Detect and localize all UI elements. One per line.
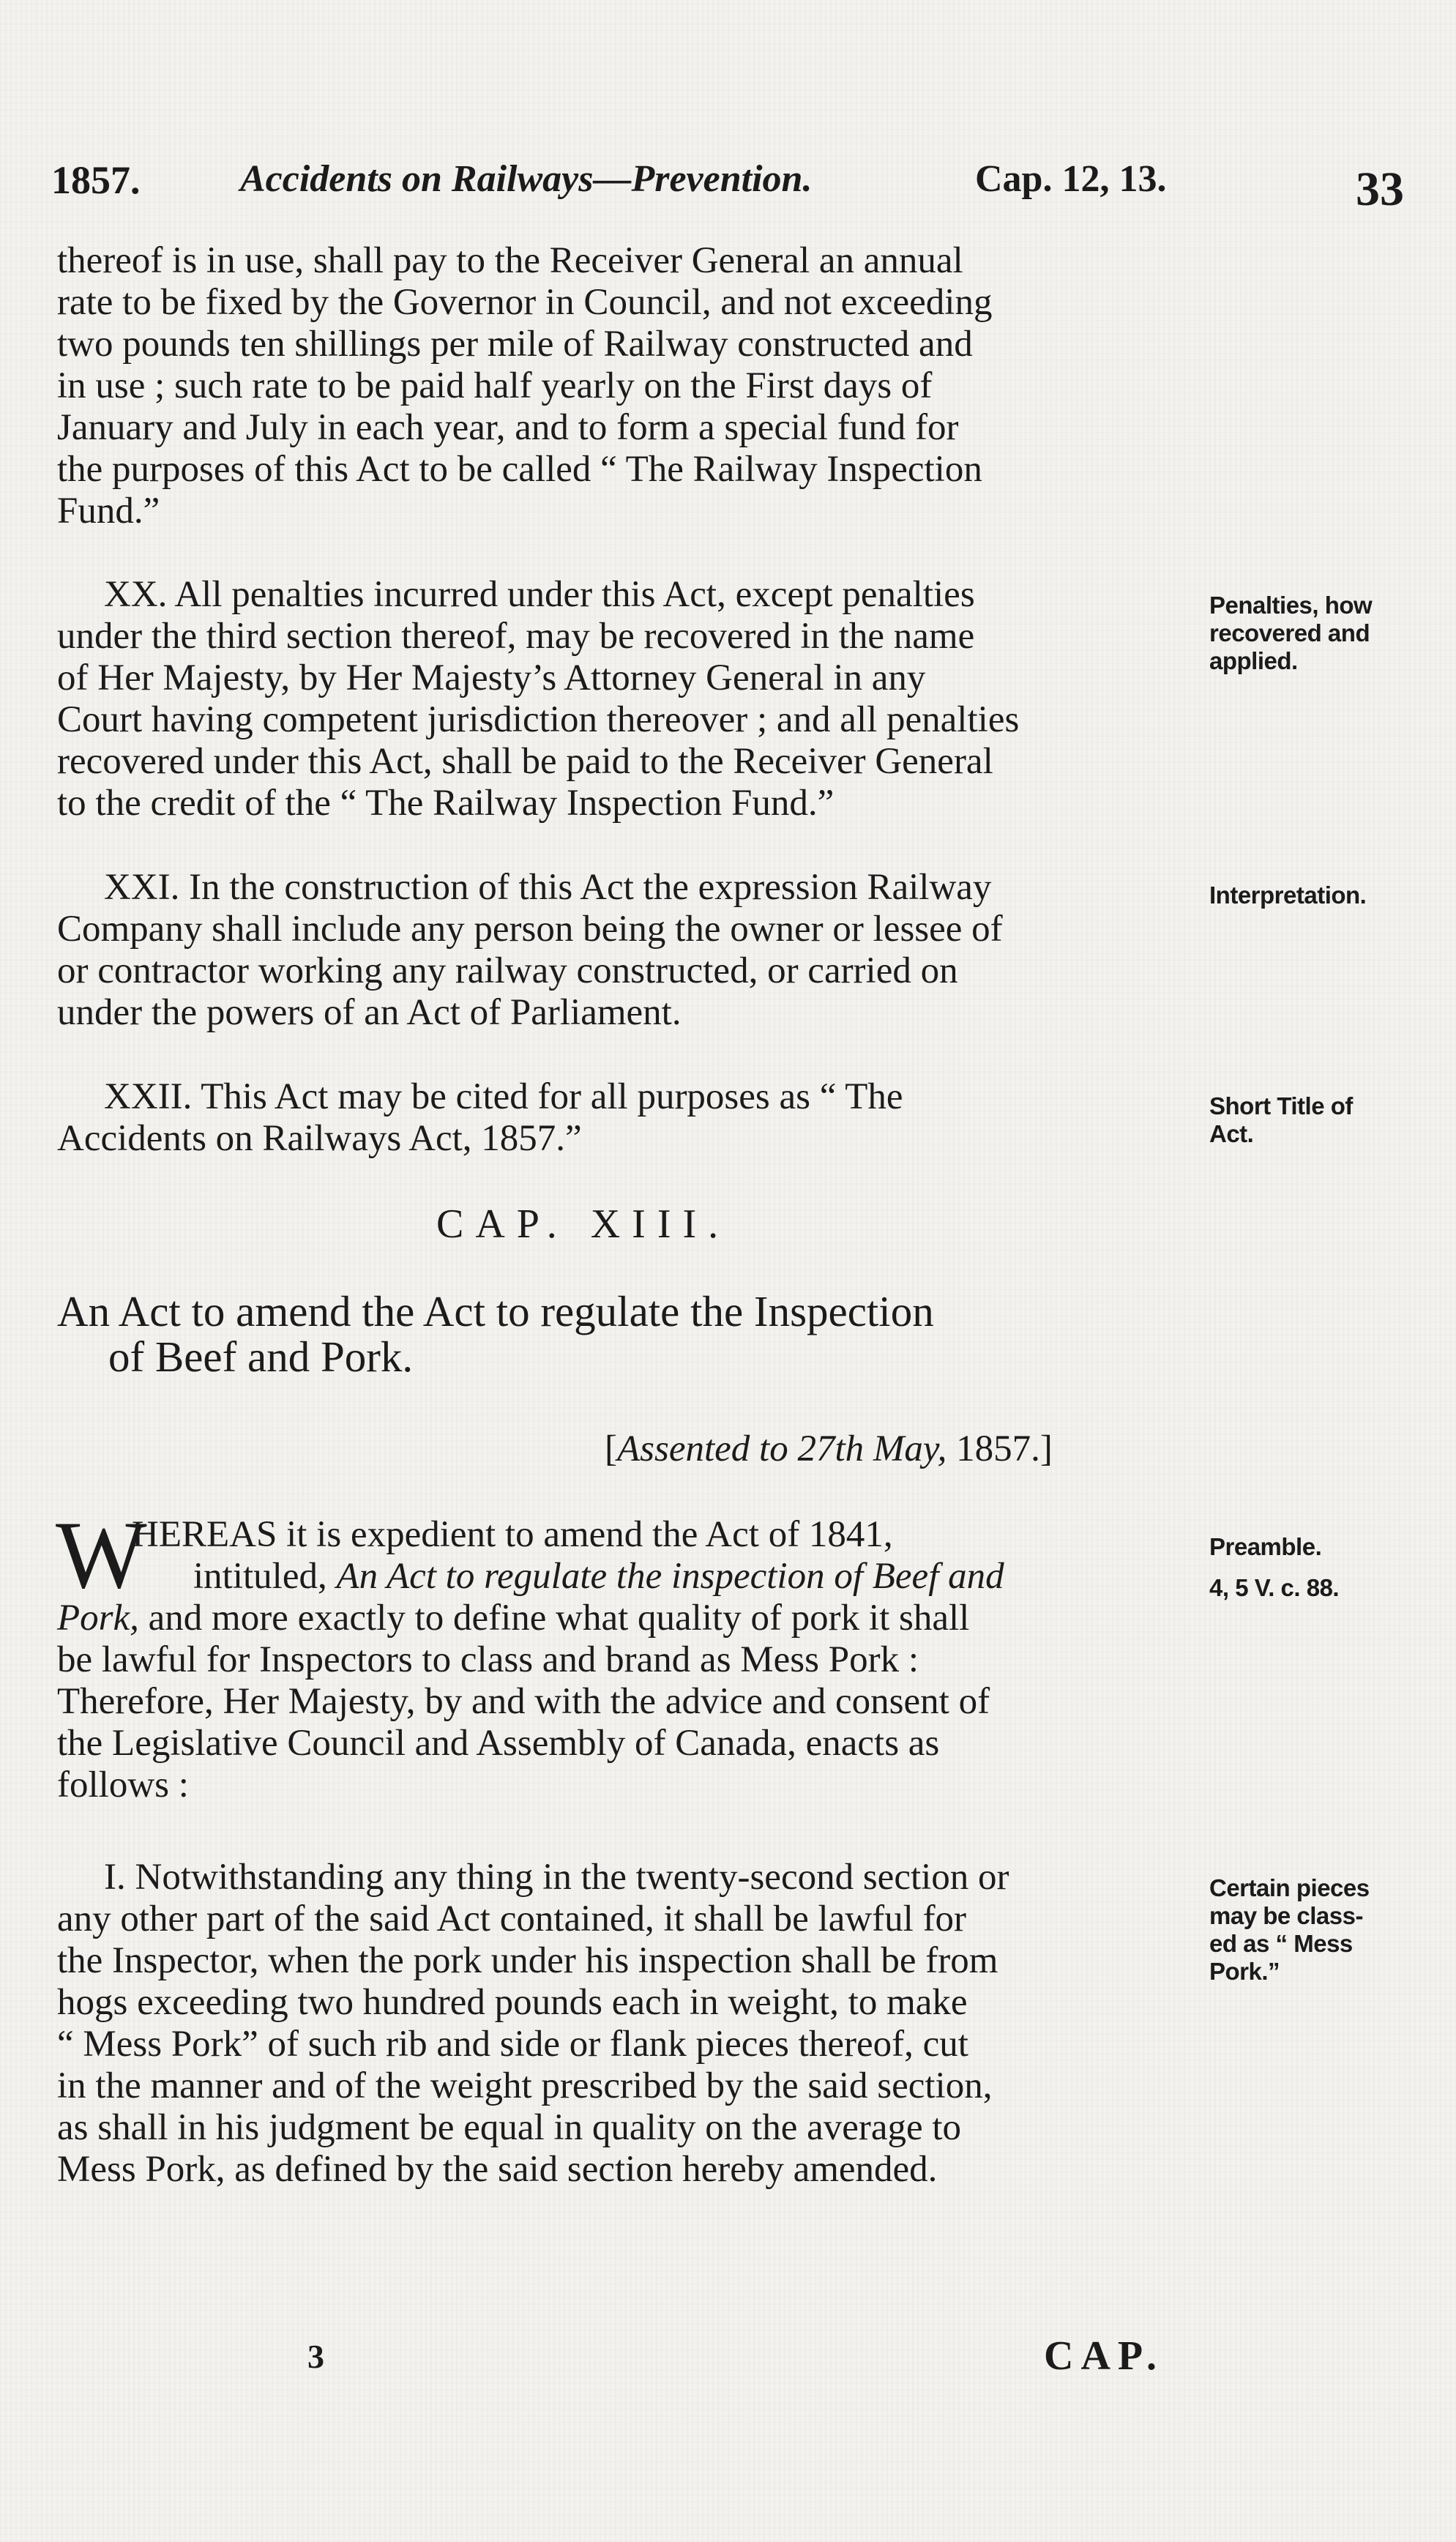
text-line: of Her Majesty, by Her Majesty’s Attorney General in any bbox=[57, 657, 926, 698]
section-xx bbox=[57, 574, 1195, 824]
text-line: I. Notwithstanding any thing in the twenty-second section or bbox=[104, 1857, 1009, 1898]
text-line: Fund.” bbox=[57, 491, 160, 532]
header-chapter: Cap. 12, 13. bbox=[975, 158, 1167, 200]
page-number: 33 bbox=[1356, 163, 1404, 216]
text-line: XXI. In the construction of this Act the expression Railway bbox=[104, 867, 992, 908]
act-title bbox=[57, 1289, 1195, 1379]
text-line: the Legislative Council and Assembly of Canada, enacts as bbox=[57, 1723, 940, 1764]
text-line: be lawful for Inspectors to class and brand as Mess Pork : bbox=[57, 1639, 919, 1680]
note-line: applied. bbox=[1209, 647, 1298, 674]
text-line: follows : bbox=[57, 1764, 189, 1805]
margin-note-interpretation bbox=[1209, 881, 1414, 909]
note-line: Preamble. bbox=[1209, 1533, 1322, 1560]
act-title-line1: An Act to amend the Act to regulate the Inspection bbox=[57, 1287, 934, 1335]
note-line: Certain pieces bbox=[1209, 1874, 1370, 1901]
note-line: may be class- bbox=[1209, 1902, 1363, 1929]
text-line: Therefore, Her Majesty, by and with the advice and consent of bbox=[57, 1681, 990, 1722]
text-line bbox=[57, 1556, 1195, 1598]
text-fragment: intituled, bbox=[193, 1556, 337, 1597]
header-year: 1857. bbox=[51, 158, 141, 202]
text-fragment-italic: Pork, bbox=[57, 1598, 139, 1639]
note-line: Act. bbox=[1209, 1120, 1254, 1147]
text-line: in the manner and of the weight prescribed by the said section, bbox=[57, 2065, 993, 2106]
text-line: under the powers of an Act of Parliament. bbox=[57, 992, 682, 1033]
note-line: recovered and bbox=[1209, 619, 1370, 646]
running-header bbox=[51, 157, 1413, 223]
assent-date bbox=[605, 1428, 1053, 1470]
text-line: or contractor working any railway constructed, or carried on bbox=[57, 950, 958, 991]
text-line: HEREAS it is expedient to amend the Act of 1841, bbox=[132, 1514, 893, 1555]
margin-note-short-title bbox=[1209, 1092, 1414, 1148]
text-line: the purposes of this Act to be called “ The Railway Inspection bbox=[57, 449, 982, 490]
drop-cap: W bbox=[56, 1501, 147, 1609]
text-line: XX. All penalties incurred under this Act, except penalties bbox=[104, 574, 975, 615]
assent-open: [ bbox=[605, 1428, 617, 1469]
text-line bbox=[57, 1598, 1195, 1639]
margin-note-preamble bbox=[1209, 1533, 1414, 1602]
text-line: as shall in his judgment be equal in quality on the average to bbox=[57, 2107, 962, 2148]
note-line: Pork.” bbox=[1209, 1958, 1280, 1985]
note-line: ed as “ Mess bbox=[1209, 1930, 1353, 1957]
text-line: Court having competent jurisdiction thereover ; and all penalties bbox=[57, 699, 1020, 740]
text-line: to the credit of the “ The Railway Inspection Fund.” bbox=[57, 783, 835, 824]
text-line: hogs exceeding two hundred pounds each in weight, to make bbox=[57, 1982, 968, 2023]
section-xxii bbox=[57, 1076, 1195, 1160]
text-line: in use ; such rate to be paid half yearly on the First days of bbox=[57, 365, 933, 406]
text-line: Accidents on Railways Act, 1857.” bbox=[57, 1118, 582, 1159]
text-fragment-italic: An Act to regulate the inspection of Beef and bbox=[336, 1556, 1004, 1597]
chapter-heading-text: CAP. XIII. bbox=[436, 1201, 731, 1247]
catchword: CAP. bbox=[1044, 2333, 1164, 2379]
note-line: Interpretation. bbox=[1209, 881, 1367, 909]
preamble bbox=[57, 1514, 1195, 1806]
signature-mark: 3 bbox=[307, 2338, 324, 2375]
note-line: Short Title of bbox=[1209, 1092, 1353, 1119]
text-fragment: and more exactly to define what quality of pork it shall bbox=[138, 1598, 970, 1639]
text-line: Mess Pork, as defined by the said section hereby amended. bbox=[57, 2149, 938, 2190]
note-line: 4, 5 V. c. 88. bbox=[1209, 1574, 1340, 1601]
text-line: Company shall include any person being the owner or lessee of bbox=[57, 909, 1003, 950]
text-line: two pounds ten shillings per mile of Railway constructed and bbox=[57, 324, 973, 365]
text-line: the Inspector, when the pork under his inspection shall be from bbox=[57, 1940, 998, 1981]
text-line: under the third section thereof, may be recovered in the name bbox=[57, 616, 975, 657]
text-line: any other part of the said Act contained, it shall be lawful for bbox=[57, 1898, 967, 1939]
assent-italic: Assented to 27th May, bbox=[616, 1428, 947, 1469]
margin-note-certain-pieces bbox=[1209, 1874, 1414, 1986]
text-line: XXII. This Act may be cited for all purposes as “ The bbox=[104, 1076, 903, 1117]
text-line: “ Mess Pork” of such rib and side or flank pieces thereof, cut bbox=[57, 2024, 968, 2065]
text-line: January and July in each year, and to form a special fund for bbox=[57, 407, 959, 448]
continuation-paragraph bbox=[57, 240, 1195, 532]
act-title-line2: of Beef and Pork. bbox=[108, 1332, 414, 1381]
margin-note-penalties bbox=[1209, 592, 1414, 675]
section-xxi bbox=[57, 867, 1195, 1034]
text-line: thereof is in use, shall pay to the Receiver General an annual bbox=[57, 240, 963, 281]
assent-close: 1857.] bbox=[947, 1428, 1053, 1469]
header-title: Accidents on Railways—Prevention. bbox=[240, 158, 813, 200]
section-i bbox=[57, 1857, 1195, 2191]
text-line: recovered under this Act, shall be paid to the Receiver General bbox=[57, 741, 993, 782]
text-line: rate to be fixed by the Governor in Council, and not exceeding bbox=[57, 282, 993, 323]
note-line: Penalties, how bbox=[1209, 592, 1373, 619]
